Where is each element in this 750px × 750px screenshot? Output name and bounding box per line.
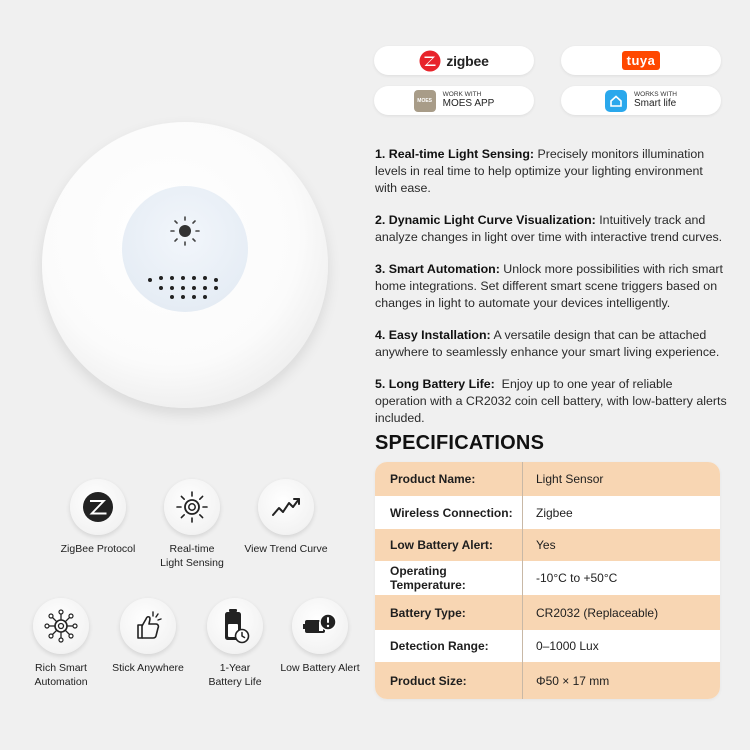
specifications-heading: SPECIFICATIONS: [375, 432, 545, 454]
spec-key: Wireless Connection:: [375, 496, 523, 529]
moes-badge-big: MOES APP: [442, 97, 495, 109]
feature-item: 5. Long Battery Life: Enjoy up to one year of reliable operation with a CR2032 coin cell battery, with low-battery alerts included.: [375, 377, 731, 425]
light-sensor-device-image: [42, 122, 328, 408]
spec-value: Yes: [536, 538, 556, 552]
spec-value: Φ50 × 17 mm: [536, 673, 610, 688]
trend-icon: [269, 490, 303, 524]
spec-row: [375, 630, 720, 662]
moes-badge-small: WORK WITH: [442, 90, 482, 98]
moes-app-icon: MOES: [414, 90, 436, 112]
feature-item: 3. Smart Automation: Unlock more possibilities with rich smart home integrations. Set different smart scene triggers based on changes in light to automate your devices intelligently.: [375, 262, 723, 310]
automation-icon: [42, 607, 80, 645]
spec-value: 0–1000 Lux: [536, 639, 599, 653]
sun-symbol-icon: [122, 186, 248, 312]
feature-label: Rich Smart Automation: [34, 662, 88, 688]
spec-row: [375, 595, 720, 630]
feature-item: 1. Real-time Light Sensing: Precisely monitors illumination levels in real time to help optimize your lighting environment with ease.: [375, 147, 705, 195]
spec-row: [375, 462, 720, 496]
spec-value: Zigbee: [536, 505, 573, 520]
spec-row: [375, 561, 720, 595]
tuya-logo: tuya: [622, 51, 661, 70]
feature-low-battery-alert: [264, 598, 376, 675]
feature-label: ZigBee Protocol: [60, 543, 136, 555]
spec-row: [375, 496, 720, 529]
smart-life-app-icon: [605, 90, 627, 112]
zigbee-logo-icon: [419, 50, 441, 72]
spec-row: [375, 662, 720, 699]
spec-key: Operating Temperature:: [375, 561, 523, 595]
sun-icon: [174, 489, 210, 525]
spec-value: CR2032 (Replaceable): [536, 605, 659, 620]
spec-key: Detection Range:: [375, 630, 523, 662]
moes-app-badge: [374, 86, 534, 115]
spec-value: Light Sensor: [536, 472, 604, 486]
battery-icon: [217, 607, 253, 645]
feature-item: 4. Easy Installation: A versatile design that can be attached anywhere to seamlessly enhance your smart living experience.: [375, 328, 720, 359]
smart-life-badge: [561, 86, 721, 115]
feature-label: Low Battery Alert: [280, 662, 360, 674]
spec-row: [375, 529, 720, 561]
zigbee-badge: [374, 46, 534, 75]
feature-label: View Trend Curve: [244, 543, 328, 555]
smart-life-badge-small: WORKS WITH: [634, 90, 677, 98]
feature-label: Stick Anywhere: [112, 662, 184, 674]
feature-trend-curve: [230, 479, 342, 556]
zigbee-icon: [82, 491, 114, 523]
spec-key: Battery Type:: [375, 595, 523, 630]
smart-life-badge-big: Smart life: [634, 97, 677, 109]
spec-key: Product Size:: [375, 662, 523, 699]
spec-key: Low Battery Alert:: [375, 529, 523, 561]
tuya-badge: [561, 46, 721, 75]
feature-label: 1-Year Battery Life: [208, 662, 262, 688]
low-battery-icon: [301, 609, 339, 643]
features-description-list: [375, 146, 731, 442]
feature-label: Real-time Light Sensing: [160, 543, 224, 569]
feature-item: 2. Dynamic Light Curve Visualization: Intuitively track and analyze changes in light over time with interactive trend curves.: [375, 213, 723, 244]
hand-icon: [130, 608, 166, 644]
spec-key: Product Name:: [375, 462, 523, 496]
zigbee-text: zigbee: [446, 52, 489, 69]
spec-value: -10°C to +50°C: [536, 571, 618, 585]
specifications-table: [375, 462, 720, 699]
sensor-window: [122, 186, 248, 312]
